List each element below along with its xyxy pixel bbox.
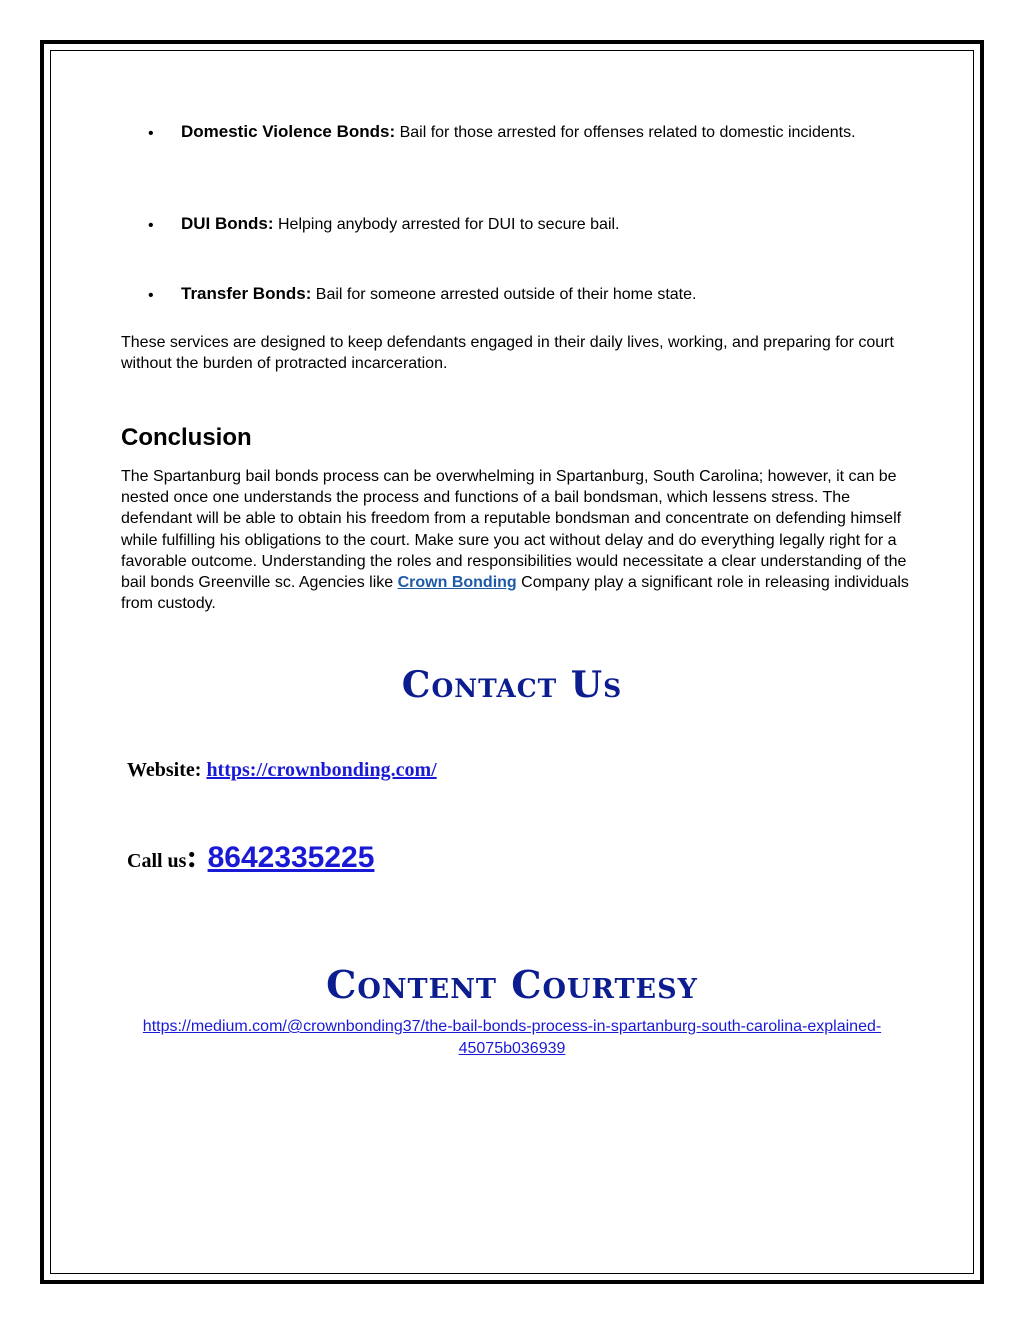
service-desc: Bail for someone arrested outside of their home state. [311, 286, 697, 303]
phone-link[interactable]: 8642335225 [207, 841, 375, 874]
contact-heading: Contact Us [401, 664, 623, 706]
service-desc: Bail for those arrested for offenses related to domestic incidents. [395, 124, 856, 141]
website-label: Website: [127, 759, 207, 781]
conclusion-heading: Conclusion [121, 424, 252, 451]
list-item [181, 283, 921, 306]
website-line [127, 759, 437, 782]
list-item [181, 121, 921, 144]
call-label: Call us [127, 850, 187, 872]
service-desc: Helping anybody arrested for DUI to secure bail. [273, 216, 620, 233]
conclusion-paragraph [121, 466, 911, 614]
bullet-icon: • [148, 217, 154, 234]
service-title: Domestic Violence Bonds: [181, 122, 396, 141]
list-item [181, 213, 921, 236]
bullet-icon: • [148, 125, 154, 142]
website-link[interactable]: https://crownbonding.com/ [206, 759, 437, 781]
courtesy-link[interactable]: https://medium.com/@crownbonding37/the-bail-bonds-process-in-spartanburg-south-carolina-explained-45075b036939 [142, 1018, 882, 1057]
service-title: DUI Bonds: [181, 214, 274, 233]
courtesy-heading: Content Courtesy [326, 962, 698, 1007]
service-title: Transfer Bonds: [181, 284, 312, 303]
conclusion-text: The Spartanburg bail bonds process can be overwhelming in Spartanburg, South Carolina; however, it can be nested once one understands the process and functions of a bail bondsman, which lessens stress. The defendant will be able to obtain his freedom from a reputable bondsman and concentrate on defending himself while fulfilling his obligations to the court. Make sure you act without delay and do everything legally right for a favorable outcome. Understanding the roles and responsibilities would necessitate a clear understanding of the bail bonds Greenville sc. Agencies like [121, 468, 907, 592]
crown-bonding-link[interactable]: Crown Bonding [397, 574, 517, 592]
call-colon: : [186, 838, 198, 874]
services-summary: These services are designed to keep defendants engaged in their daily lives, working, and preparing for court without the burden of protracted incarceration. [121, 334, 894, 373]
call-line [127, 838, 374, 875]
bullet-icon: • [148, 287, 154, 304]
conclusion-text-end: Company play a significant role in releasing individuals from custody. [121, 574, 909, 613]
